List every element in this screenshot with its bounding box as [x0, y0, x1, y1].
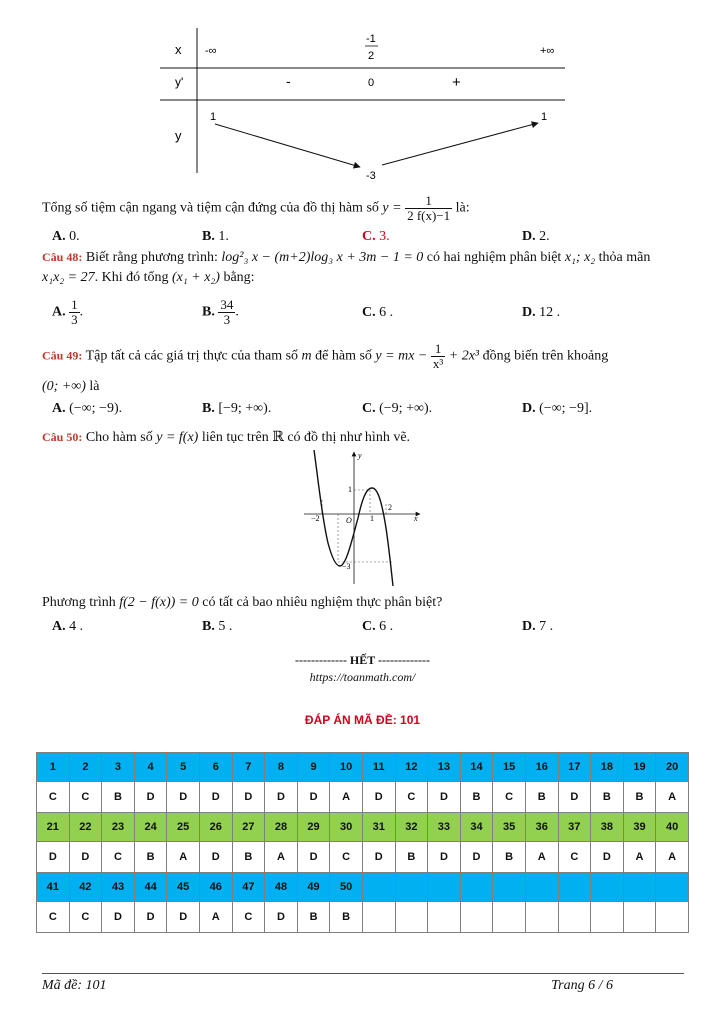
answer-number-cell: [362, 873, 395, 902]
q50-text1: Cho hàm số: [85, 430, 153, 445]
answer-number-row: [37, 813, 689, 842]
vt-arrow-down: [215, 124, 360, 167]
answer-number-cell: 41: [37, 873, 70, 902]
q48-b-fraction: [218, 298, 235, 327]
vt-x-mid-den: 2: [368, 50, 375, 62]
q50-func: y = f(x): [156, 430, 199, 445]
q49-text3: đồng biến trên khoảng: [482, 348, 609, 364]
answer-number-cell: 45: [167, 873, 200, 902]
answer-letter-cell: B: [525, 782, 558, 813]
q49-option-a[interactable]: [52, 401, 122, 417]
answer-number-row: [37, 753, 689, 782]
q49-text4: là: [89, 379, 100, 394]
q49-option-b[interactable]: [202, 401, 271, 417]
answer-letter-cell: D: [362, 782, 395, 813]
answer-letter-cell: D: [558, 782, 591, 813]
answer-number-cell: 19: [623, 753, 656, 782]
graph-tick-y1: 1: [348, 485, 352, 494]
option-value: 7 .: [539, 619, 554, 634]
answer-number-cell: 5: [167, 753, 200, 782]
answer-letter-cell: [525, 902, 558, 933]
footer-divider: [42, 973, 684, 974]
answer-letter-cell: [362, 902, 395, 933]
answer-number-cell: 10: [330, 753, 363, 782]
q48-option-c[interactable]: [362, 305, 393, 321]
answer-letter-cell: C: [558, 842, 591, 873]
answer-letter-cell: C: [37, 782, 70, 813]
option-value: 12 .: [539, 305, 561, 320]
answer-number-cell: 33: [428, 813, 461, 842]
answer-letter-cell: B: [297, 902, 330, 933]
q50-option-b[interactable]: [202, 619, 232, 635]
answer-number-cell: 18: [591, 753, 624, 782]
vt-y-min: -3: [366, 170, 376, 182]
answer-number-cell: [493, 873, 526, 902]
answer-number-cell: 21: [37, 813, 70, 842]
graph-curve: [314, 450, 393, 586]
frac-den: x³: [432, 356, 444, 371]
answer-number-cell: 6: [199, 753, 232, 782]
answer-number-cell: 39: [623, 813, 656, 842]
answer-letter-cell: C: [330, 842, 363, 873]
answer-number-cell: 13: [428, 753, 461, 782]
end-marker: ------------- HẾT -------------: [294, 653, 431, 667]
q50-label: Câu 50:: [42, 430, 83, 444]
q47-option-a[interactable]: [52, 229, 80, 245]
answer-letter-cell: A: [330, 782, 363, 813]
graph-y-label: y: [358, 451, 362, 460]
answer-letter-cell: D: [265, 902, 298, 933]
answer-number-cell: [395, 873, 428, 902]
q50-equation-line: [42, 593, 684, 613]
option-key: B.: [202, 619, 215, 634]
answer-number-cell: 29: [297, 813, 330, 842]
answer-number-cell: 44: [134, 873, 167, 902]
answer-number-cell: 27: [232, 813, 265, 842]
answer-letter-row: [37, 842, 689, 873]
q49-func-right: + 2x³: [448, 348, 480, 364]
vt-yp-right: +: [452, 74, 461, 91]
q47-formula-lhs: y =: [382, 200, 402, 216]
footer-page-number: Trang 6 / 6: [551, 978, 613, 993]
answer-letter-cell: A: [623, 842, 656, 873]
answer-number-cell: 35: [493, 813, 526, 842]
answer-letter-cell: D: [428, 782, 461, 813]
frac-num: 34: [220, 297, 234, 312]
graph-tick-ym3: −3: [342, 562, 351, 571]
answer-letter-cell: C: [232, 902, 265, 933]
answer-letter-cell: [591, 902, 624, 933]
option-key: D.: [522, 305, 536, 320]
q48-a-fraction: [69, 298, 80, 327]
vt-y-left: 1: [210, 111, 217, 123]
vt-arrow-up: [382, 123, 538, 165]
q49-fraction: [431, 342, 445, 371]
answer-number-cell: 9: [297, 753, 330, 782]
answer-number-cell: [558, 873, 591, 902]
answer-number-cell: 34: [460, 813, 493, 842]
q50-equation: f(2 − f(x)) = 0: [119, 595, 199, 610]
q49-text2: để hàm số: [315, 348, 372, 364]
variation-table: [160, 28, 565, 188]
q47-frac-num: 1: [405, 194, 452, 209]
answer-letter-cell: [493, 902, 526, 933]
answer-letter-cell: A: [525, 842, 558, 873]
answer-number-cell: 22: [69, 813, 102, 842]
q49-label: Câu 49:: [42, 348, 83, 363]
q48-label: Câu 48:: [42, 250, 83, 264]
q48-condition: x₁x₂ = 27: [42, 270, 95, 285]
answer-letter-cell: D: [297, 782, 330, 813]
vt-y-right: 1: [541, 111, 548, 123]
answer-number-cell: [428, 873, 461, 902]
answer-number-cell: 23: [102, 813, 135, 842]
answer-letter-cell: A: [656, 842, 689, 873]
source-url[interactable]: https://toanmath.com/: [309, 670, 416, 684]
option-value: (−∞; −9].: [539, 401, 593, 416]
answer-number-cell: 8: [265, 753, 298, 782]
q50-domain: ℝ: [272, 430, 284, 445]
answer-letter-cell: D: [167, 902, 200, 933]
vt-y-label: y: [175, 128, 182, 143]
option-key: C.: [362, 305, 376, 320]
q50-option-a[interactable]: [52, 619, 83, 635]
answer-letter-cell: [558, 902, 591, 933]
answer-letter-cell: [656, 902, 689, 933]
answer-number-row: [37, 873, 689, 902]
option-value: (−9; +∞).: [379, 401, 433, 416]
answer-number-cell: 42: [69, 873, 102, 902]
answer-letter-cell: D: [134, 902, 167, 933]
vt-x-neg-inf: -∞: [205, 45, 217, 57]
q48-option-b[interactable]: B. $\frac{34}{3}$ .: [202, 297, 239, 327]
option-value: 0.: [69, 229, 80, 244]
answer-key-title: ĐÁP ÁN MÃ ĐỀ: 101: [304, 713, 421, 727]
answer-letter-cell: B: [395, 842, 428, 873]
answer-letter-cell: C: [395, 782, 428, 813]
answer-number-cell: 16: [525, 753, 558, 782]
q48-option-a[interactable]: A. $\frac{1}{3}$ .: [52, 297, 84, 327]
q48-sum: (x₁ + x₂): [172, 270, 220, 285]
answer-letter-cell: D: [102, 902, 135, 933]
answer-letter-cell: A: [167, 842, 200, 873]
option-key: A.: [52, 401, 66, 416]
answer-letter-cell: C: [37, 902, 70, 933]
answer-number-cell: 40: [656, 813, 689, 842]
q50-text2: liên tục trên: [201, 430, 269, 445]
answer-letter-cell: D: [362, 842, 395, 873]
q49-interval: (0; +∞): [42, 379, 86, 394]
option-key: A.: [52, 229, 66, 244]
q50-option-d[interactable]: [522, 619, 553, 635]
graph-tick-neg2: −2: [311, 514, 320, 523]
q50-eq-text1: Phương trình: [42, 595, 116, 610]
answer-number-cell: 20: [656, 753, 689, 782]
answer-number-cell: 43: [102, 873, 135, 902]
q47-frac-den: 2 f(x)−1: [407, 208, 451, 223]
q49-option-c[interactable]: [362, 401, 432, 417]
option-key: B.: [202, 304, 215, 320]
q48-option-d[interactable]: [522, 305, 560, 321]
answer-number-cell: [525, 873, 558, 902]
answer-number-cell: [656, 873, 689, 902]
q48-stem: [42, 247, 684, 288]
q50-function-graph: [296, 448, 426, 588]
graph-origin: O: [346, 516, 352, 525]
frac-num: 1: [71, 297, 78, 312]
answer-letter-row: [37, 902, 689, 933]
answer-letter-cell: B: [134, 842, 167, 873]
option-value: 6 .: [379, 619, 394, 634]
answer-number-cell: 2: [69, 753, 102, 782]
q50-eq-text2: có tất cả bao nhiêu nghiệm thực phân biệt?: [202, 595, 443, 610]
option-value: [−9; +∞).: [218, 401, 272, 416]
q50-stem: [42, 427, 684, 448]
answer-letter-cell: C: [69, 902, 102, 933]
option-key: C.: [362, 619, 376, 634]
option-key: D.: [522, 229, 536, 244]
q48-text2: có hai nghiệm phân biệt: [426, 250, 562, 265]
vt-yp-left: -: [286, 73, 291, 89]
q47-option-d[interactable]: [522, 229, 550, 245]
option-key: B.: [202, 229, 215, 244]
q47-fraction: [405, 194, 452, 223]
answer-number-cell: 17: [558, 753, 591, 782]
answer-number-cell: 11: [362, 753, 395, 782]
answer-letter-cell: C: [493, 782, 526, 813]
answer-number-cell: 48: [265, 873, 298, 902]
answer-letter-cell: [623, 902, 656, 933]
answer-number-cell: 24: [134, 813, 167, 842]
answer-letter-cell: D: [37, 842, 70, 873]
answer-number-cell: 49: [297, 873, 330, 902]
answer-letter-cell: B: [591, 782, 624, 813]
answer-number-cell: 14: [460, 753, 493, 782]
answer-number-cell: [623, 873, 656, 902]
answer-number-cell: 4: [134, 753, 167, 782]
vt-x-pos-inf: +∞: [540, 45, 555, 57]
answer-letter-cell: B: [460, 782, 493, 813]
answer-number-cell: 28: [265, 813, 298, 842]
answer-letter-row: [37, 782, 689, 813]
footer-exam-code: Mã đề: 101: [42, 978, 107, 993]
answer-letter-cell: B: [493, 842, 526, 873]
frac-num: 1: [431, 342, 445, 357]
q50-text3: có đồ thị như hình vẽ.: [287, 430, 411, 445]
answer-letter-cell: D: [297, 842, 330, 873]
answer-letter-cell: D: [460, 842, 493, 873]
option-value: 5 .: [218, 619, 233, 634]
answer-number-cell: 31: [362, 813, 395, 842]
q49-func-left: y = mx −: [375, 348, 428, 364]
answer-letter-cell: D: [265, 782, 298, 813]
q48-equation: log²₃ x − (m+2)log₃ x + 3m − 1 = 0: [221, 250, 424, 265]
option-key: B.: [202, 401, 215, 416]
answer-letter-cell: C: [69, 782, 102, 813]
q48-text4: . Khi đó tổng: [94, 270, 169, 285]
q47-option-c[interactable]: [362, 229, 390, 245]
q47-option-b[interactable]: [202, 229, 229, 245]
q48-text1: Biết rằng phương trình:: [85, 250, 218, 265]
option-key: C.: [362, 229, 376, 244]
answer-number-cell: 25: [167, 813, 200, 842]
answer-number-cell: 47: [232, 873, 265, 902]
answer-letter-cell: [428, 902, 461, 933]
answer-letter-cell: C: [102, 842, 135, 873]
q48-text3: thỏa mãn: [598, 250, 651, 265]
answer-letter-cell: [460, 902, 493, 933]
option-key: C.: [362, 401, 376, 416]
answer-letter-cell: D: [591, 842, 624, 873]
answer-letter-cell: D: [232, 782, 265, 813]
q47-text: Tổng số tiệm cận ngang và tiệm cận đứng của đồ thị hàm số: [42, 200, 379, 216]
answer-number-cell: [591, 873, 624, 902]
answer-number-cell: 12: [395, 753, 428, 782]
vt-yp-zero: 0: [368, 77, 375, 89]
option-key: A.: [52, 304, 66, 320]
answer-number-cell: 32: [395, 813, 428, 842]
answer-letter-cell: A: [265, 842, 298, 873]
answer-number-cell: 37: [558, 813, 591, 842]
frac-den: 3: [71, 312, 78, 327]
answer-letter-cell: B: [232, 842, 265, 873]
q48-roots: x₁; x₂: [564, 250, 596, 265]
vt-x-mid-num: -1: [366, 33, 376, 45]
q49-text1: Tập tất cả các giá trị thực của tham số: [85, 348, 299, 364]
answer-letter-cell: D: [69, 842, 102, 873]
answer-number-cell: 15: [493, 753, 526, 782]
graph-tick-2: 2: [388, 503, 392, 512]
answer-letter-cell: D: [199, 782, 232, 813]
q49-option-d[interactable]: [522, 401, 592, 417]
answer-number-cell: 38: [591, 813, 624, 842]
answer-number-cell: 50: [330, 873, 363, 902]
answer-letter-cell: B: [102, 782, 135, 813]
q49-param: m: [301, 348, 312, 364]
answer-number-cell: 3: [102, 753, 135, 782]
answer-number-cell: [460, 873, 493, 902]
q47-text-after: là:: [455, 200, 470, 216]
option-value: (−∞; −9).: [69, 401, 123, 416]
answer-letter-cell: D: [428, 842, 461, 873]
answer-key-table: [36, 752, 689, 933]
option-key: D.: [522, 619, 536, 634]
option-value: 6 .: [379, 305, 394, 320]
answer-letter-cell: A: [656, 782, 689, 813]
answer-number-cell: 1: [37, 753, 70, 782]
q48-text5: bằng:: [223, 270, 255, 285]
option-value: 4 .: [69, 619, 84, 634]
answer-letter-cell: B: [330, 902, 363, 933]
answer-number-cell: 26: [199, 813, 232, 842]
q50-option-c[interactable]: [362, 619, 393, 635]
option-key: D.: [522, 401, 536, 416]
answer-number-cell: 36: [525, 813, 558, 842]
frac-den: 3: [223, 312, 231, 327]
answer-number-cell: 7: [232, 753, 265, 782]
answer-letter-cell: [395, 902, 428, 933]
option-key: A.: [52, 619, 66, 634]
answer-letter-cell: B: [623, 782, 656, 813]
q47-stem: [42, 194, 684, 223]
answer-letter-cell: D: [134, 782, 167, 813]
answer-letter-cell: D: [167, 782, 200, 813]
option-value: 1.: [218, 229, 229, 244]
vt-x-label: x: [175, 42, 182, 57]
option-value: 3.: [379, 229, 390, 244]
q49-stem: [42, 342, 684, 397]
answer-number-cell: 30: [330, 813, 363, 842]
answer-letter-cell: A: [199, 902, 232, 933]
graph-x-label: x: [414, 514, 418, 523]
answer-number-cell: 46: [199, 873, 232, 902]
answer-letter-cell: D: [199, 842, 232, 873]
vt-yp-label: y': [175, 75, 184, 89]
option-value: 2.: [539, 229, 550, 244]
graph-tick-1: 1: [370, 514, 374, 523]
